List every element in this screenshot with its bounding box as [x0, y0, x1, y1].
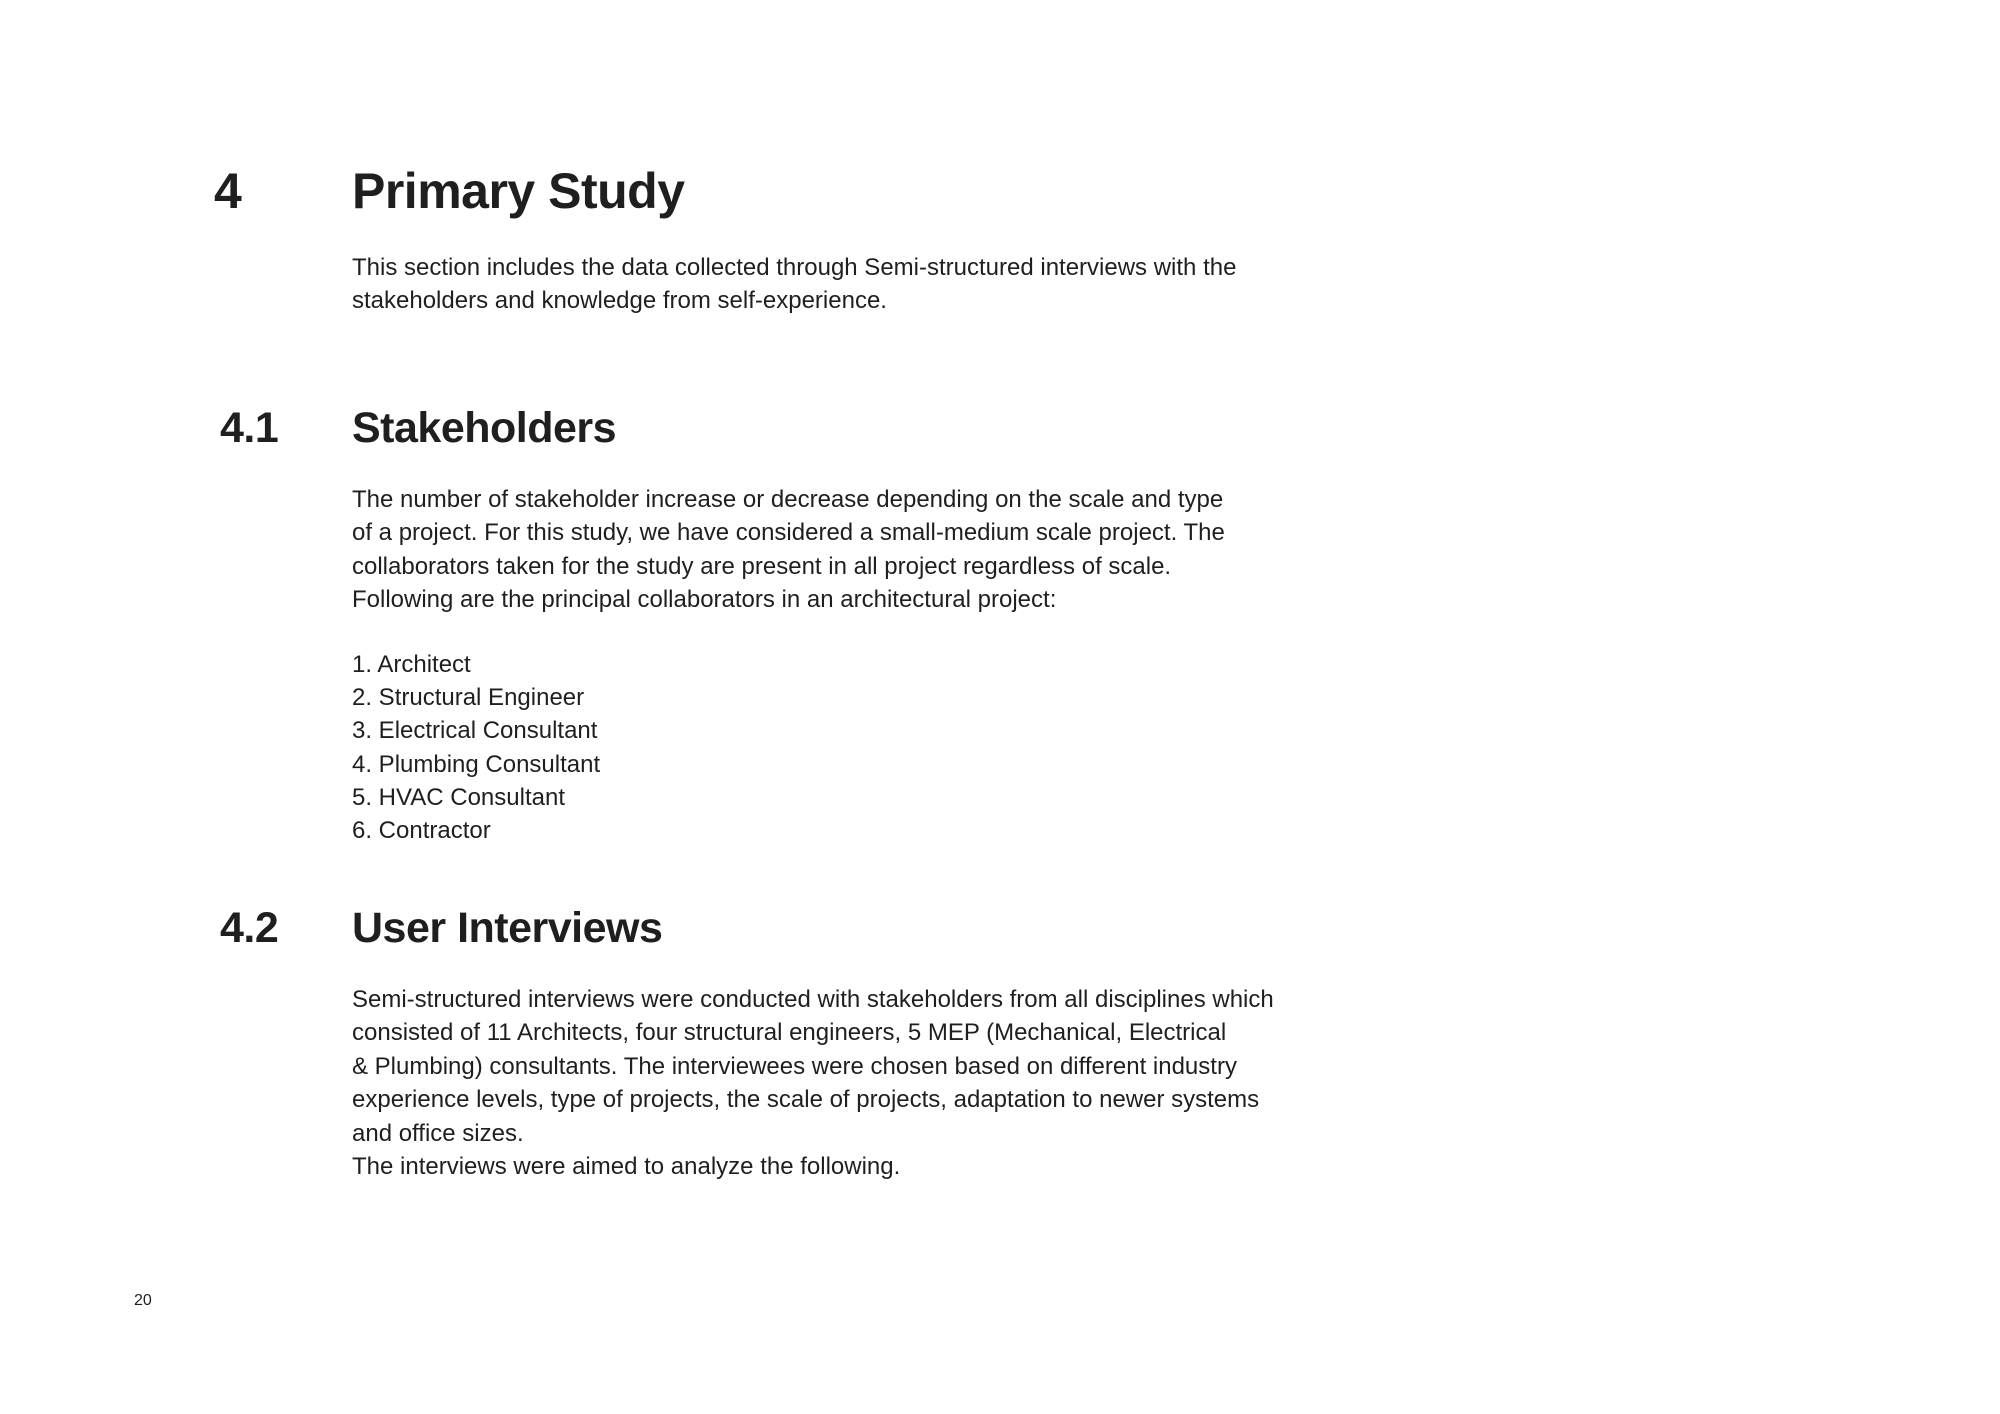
text-line: Semi-structured interviews were conducted with stakeholders from all disciplines which	[352, 986, 1274, 1013]
text-line: This section includes the data collected through Semi-structured interviews with the	[352, 254, 1237, 281]
section-4-title: Primary Study	[352, 163, 685, 219]
text-line: Following are the principal collaborators in an architectural project:	[352, 586, 1057, 614]
text-line: experience levels, type of projects, the scale of projects, adaptation to newer systems	[352, 1086, 1260, 1114]
text-line: and office sizes.	[352, 1119, 524, 1147]
section-4-1-title: Stakeholders	[352, 404, 617, 452]
list-item: 4. Plumbing Consultant	[352, 750, 601, 778]
text-line: of a project. For this study, we have considered a small-medium scale project. The	[352, 519, 1225, 547]
text-line: stakeholders and knowledge from self-experience.	[352, 287, 887, 315]
list-item: 3. Electrical Consultant	[352, 717, 598, 745]
page-number: 20	[134, 1292, 152, 1309]
section-4-2-title: User Interviews	[352, 904, 663, 952]
list-item: 1. Architect	[352, 651, 471, 678]
text-line: consisted of 11 Architects, four structural engineers, 5 MEP (Mechanical, Electrical	[352, 1019, 1227, 1047]
text-line: The interviews were aimed to analyze the following.	[352, 1153, 901, 1181]
section-4-number: 4	[214, 163, 242, 219]
text-line: & Plumbing) consultants. The interviewees were chosen based on different industry	[352, 1052, 1237, 1080]
section-4-1-body	[352, 483, 1332, 617]
list-item: 6. Contractor	[352, 817, 491, 845]
section-4-intro	[352, 251, 1332, 318]
list-item: 2. Structural Engineer	[352, 684, 585, 712]
list-item: 5. HVAC Consultant	[352, 783, 565, 811]
text-line: The number of stakeholder increase or decrease depending on the scale and type	[352, 486, 1224, 513]
section-4-2-number: 4.2	[220, 904, 279, 952]
collaborators-list	[352, 648, 600, 847]
text-line: collaborators taken for the study are present in all project regardless of scale.	[352, 552, 1172, 580]
section-4-2-body	[352, 983, 1332, 1183]
section-4-1-number: 4.1	[220, 404, 279, 452]
